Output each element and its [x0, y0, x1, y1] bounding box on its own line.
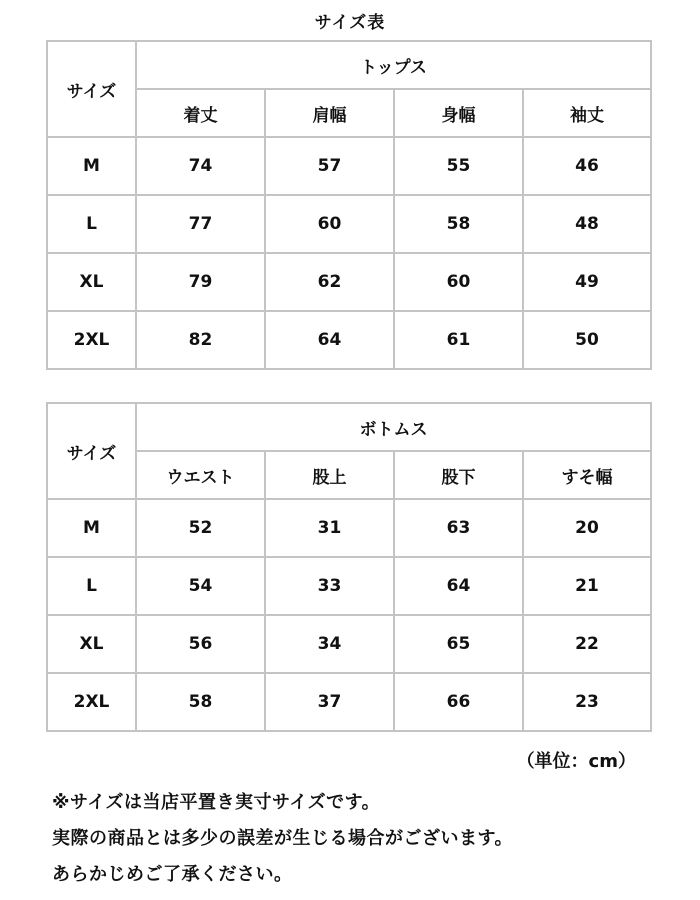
table-cell: 64 [265, 311, 394, 369]
table-row [47, 673, 651, 731]
table-cell: 60 [394, 253, 523, 311]
table-cell: 54 [136, 557, 265, 615]
size-label: XL [47, 615, 136, 673]
table-row [47, 253, 651, 311]
column-header-waist: ウエスト [136, 451, 265, 499]
tops-size-table [46, 40, 652, 370]
column-header-sleeve: 袖丈 [523, 89, 651, 137]
size-header-cell: サイズ [47, 403, 136, 499]
table-cell: 33 [265, 557, 394, 615]
table-cell: 63 [394, 499, 523, 557]
note-line: 実際の商品とは多少の誤差が生じる場合がございます。 [52, 828, 514, 849]
table-cell: 48 [523, 195, 651, 253]
table-cell: 34 [265, 615, 394, 673]
table-cell: 46 [523, 137, 651, 195]
table-row [47, 137, 651, 195]
size-label: M [47, 499, 136, 557]
table-cell: 49 [523, 253, 651, 311]
note-line: ※サイズは当店平置き実寸サイズです。 [52, 792, 381, 813]
table-cell: 21 [523, 557, 651, 615]
table-cell: 55 [394, 137, 523, 195]
column-header-rise: 股上 [265, 451, 394, 499]
table-row [47, 311, 651, 369]
table-row [47, 615, 651, 673]
table-cell: 77 [136, 195, 265, 253]
size-label: L [47, 195, 136, 253]
column-header-hem: すそ幅 [523, 451, 651, 499]
column-header-shoulder: 肩幅 [265, 89, 394, 137]
size-label: XL [47, 253, 136, 311]
size-header-cell: サイズ [47, 41, 136, 137]
table-cell: 65 [394, 615, 523, 673]
table-cell: 57 [265, 137, 394, 195]
table-row [47, 195, 651, 253]
table-row [47, 557, 651, 615]
unit-note: （単位：cm） [516, 751, 636, 772]
table-cell: 62 [265, 253, 394, 311]
table-cell: 22 [523, 615, 651, 673]
table-cell: 74 [136, 137, 265, 195]
column-header-length: 着丈 [136, 89, 265, 137]
note-line: あらかじめご了承ください。 [52, 864, 293, 885]
table-cell: 50 [523, 311, 651, 369]
table-cell: 56 [136, 615, 265, 673]
table-cell: 64 [394, 557, 523, 615]
table-cell: 58 [136, 673, 265, 731]
column-header-inseam: 股下 [394, 451, 523, 499]
tops-group-header: トップス [136, 41, 651, 89]
table-cell: 52 [136, 499, 265, 557]
table-cell: 58 [394, 195, 523, 253]
table-cell: 20 [523, 499, 651, 557]
column-header-chest: 身幅 [394, 89, 523, 137]
table-row [47, 499, 651, 557]
notes-block [52, 785, 513, 893]
size-label: L [47, 557, 136, 615]
table-cell: 66 [394, 673, 523, 731]
size-label: 2XL [47, 673, 136, 731]
table-cell: 61 [394, 311, 523, 369]
table-cell: 37 [265, 673, 394, 731]
table-cell: 79 [136, 253, 265, 311]
table-cell: 31 [265, 499, 394, 557]
page-title: サイズ表 [314, 13, 386, 33]
size-label: M [47, 137, 136, 195]
table-cell: 23 [523, 673, 651, 731]
size-label: 2XL [47, 311, 136, 369]
table-cell: 60 [265, 195, 394, 253]
table-cell: 82 [136, 311, 265, 369]
bottoms-group-header: ボトムス [136, 403, 651, 451]
bottoms-size-table [46, 402, 652, 732]
